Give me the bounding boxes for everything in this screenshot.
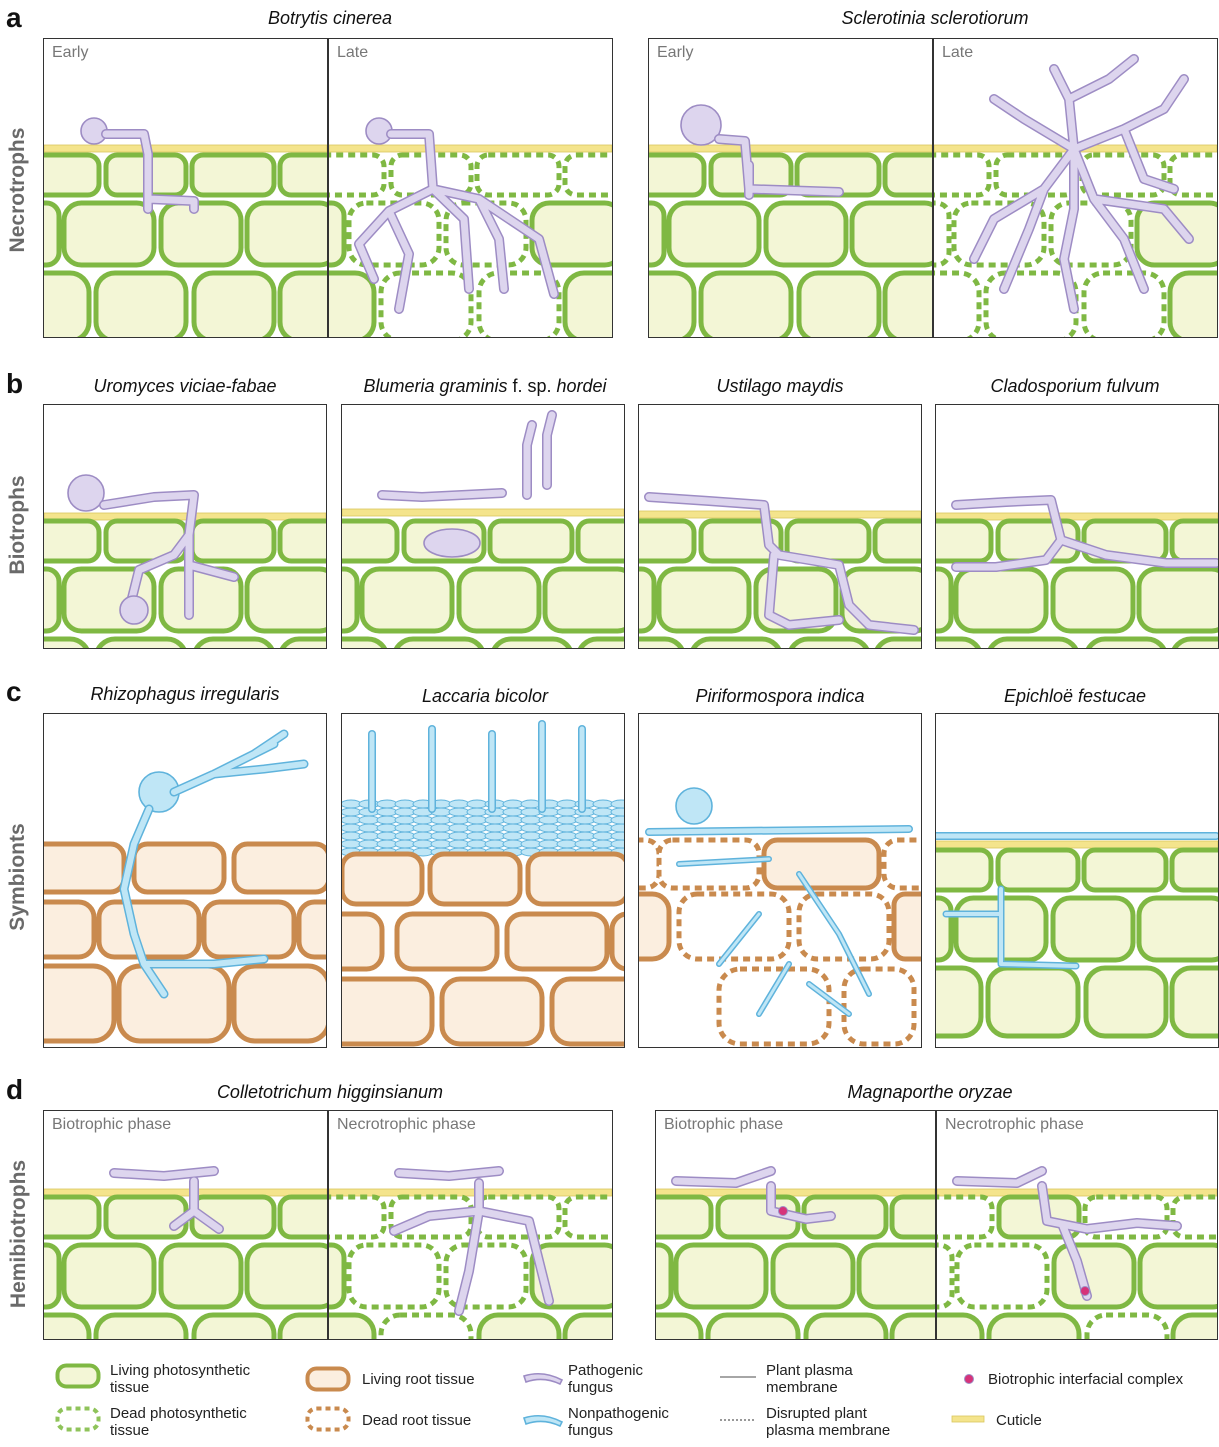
leaf-dead-cell <box>1173 1197 1217 1237</box>
section-letter-c: c <box>6 676 22 707</box>
leaf-living-cell <box>649 203 664 265</box>
leaf-dead-cell <box>937 1245 952 1307</box>
panel-illustration <box>44 405 326 648</box>
title-sclerotinia: Sclerotinia sclerotiorum <box>841 8 1029 28</box>
cuticle-layer <box>936 841 1218 848</box>
root-living-cell <box>507 914 607 969</box>
cuticle-layer <box>329 145 612 152</box>
leaf-living-cell <box>701 273 791 337</box>
leaf-dead-cell <box>1084 273 1164 337</box>
panel-botrytis-late <box>328 38 613 338</box>
leaf-living-cell <box>799 273 879 337</box>
bic-marker <box>779 1207 788 1216</box>
legend-swatch-bic <box>962 1372 976 1386</box>
leaf-living-cell <box>329 1245 344 1307</box>
root-dead-cell <box>639 840 659 888</box>
panel-piriformospora <box>638 713 922 1048</box>
section-letter-d: d <box>6 1074 24 1105</box>
panel-illustration <box>342 405 624 648</box>
phase-label: Biotrophic phase <box>52 1116 172 1133</box>
panel-cladosporium <box>935 404 1219 649</box>
leaf-living-cell <box>329 203 344 265</box>
panel-botrytis-early <box>43 38 328 338</box>
legend-label-dead-root: Dead root tissue <box>362 1412 472 1429</box>
leaf-living-cell <box>280 273 327 337</box>
leaf-living-cell <box>1172 521 1218 561</box>
root-living-cell <box>234 844 326 892</box>
leaf-living-cell <box>329 273 374 337</box>
root-living-cell <box>397 914 497 969</box>
panel-uromyces <box>43 404 327 649</box>
title-magnaporthe: Magnaporthe oryzae <box>847 1082 1013 1102</box>
cuticle-layer <box>639 511 921 518</box>
cuticle-layer <box>329 1189 612 1196</box>
legend-label-nonpathogenic-fungus: Nonpathogenic fungus <box>568 1405 669 1439</box>
spore <box>68 475 104 511</box>
side-label-biotrophs: Biotrophs <box>6 475 29 575</box>
leaf-dead-cell <box>565 155 612 195</box>
panel-illustration <box>639 405 921 648</box>
leaf-dead-cell <box>986 273 1076 337</box>
legend-label-pathogenic-fungus: Pathogenic fungus <box>568 1362 644 1396</box>
leaf-living-cell <box>280 521 326 561</box>
leaf-living-cell <box>280 155 327 195</box>
legend-swatch-disrupted-plasma-membrane <box>718 1413 758 1427</box>
leaf-living-cell <box>1084 850 1166 890</box>
leaf-living-cell <box>194 273 274 337</box>
leaf-living-cell <box>773 1245 853 1307</box>
leaf-dead-cell <box>477 155 559 195</box>
leaf-living-cell <box>875 521 921 561</box>
bic-marker <box>1081 1287 1090 1296</box>
leaf-living-cell <box>44 521 99 561</box>
panel-colletotrichum-necrotrophic <box>328 1110 613 1340</box>
leaf-living-cell <box>639 639 684 648</box>
leaf-living-cell <box>192 521 274 561</box>
leaf-living-cell <box>656 1245 671 1307</box>
leaf-living-cell <box>44 1245 59 1307</box>
legend-label-plant-plasma-membrane: Plant plasma membrane <box>766 1362 853 1396</box>
cuticle-layer <box>937 1189 1217 1196</box>
panel-illustration <box>44 714 326 1047</box>
legend-label-dead-photosynthetic: Dead photosynthetic tissue <box>110 1405 247 1439</box>
root-living-cell <box>119 966 229 1041</box>
leaf-living-cell <box>280 639 326 648</box>
leaf-living-cell <box>362 569 452 631</box>
legend-swatch-living-root <box>305 1366 351 1392</box>
root-living-cell <box>204 902 294 957</box>
leaf-living-cell <box>342 569 357 631</box>
leaf-dead-cell <box>934 155 989 195</box>
legend-swatch-nonpathogenic-fungus <box>520 1410 566 1432</box>
leaf-living-cell <box>988 968 1078 1036</box>
root-living-cell <box>612 914 624 969</box>
leaf-living-cell <box>789 639 869 648</box>
leaf-living-cell <box>64 203 154 265</box>
root-living-cell <box>134 844 224 892</box>
cuticle-layer <box>44 145 327 152</box>
leaf-living-cell <box>247 203 327 265</box>
panel-illustration <box>329 39 612 337</box>
side-label-necrotrophs: Necrotrophs <box>6 127 29 253</box>
panel-illustration <box>639 714 921 1047</box>
leaf-living-cell <box>806 1315 886 1339</box>
leaf-dead-cell <box>957 1245 1047 1307</box>
panel-blumeria <box>341 404 625 649</box>
leaf-living-cell <box>885 273 932 337</box>
cuticle-layer <box>342 509 624 516</box>
leaf-living-cell <box>44 1197 99 1237</box>
panel-illustration <box>936 405 1218 648</box>
leaf-living-cell <box>1086 968 1166 1036</box>
phase-label: Early <box>657 44 694 61</box>
legend-label-cuticle: Cuticle <box>996 1412 1042 1429</box>
root-living-cell <box>234 966 326 1041</box>
title-botrytis: Botrytis cinerea <box>267 8 393 28</box>
leaf-living-cell <box>1053 898 1133 960</box>
leaf-living-cell <box>649 273 694 337</box>
leaf-living-cell <box>247 1245 327 1307</box>
leaf-living-cell <box>44 273 89 337</box>
leaf-living-cell <box>859 1245 935 1307</box>
section-letter-b: b <box>6 368 24 399</box>
panel-magnaporthe-biotrophic <box>655 1110 936 1340</box>
leaf-living-cell <box>936 850 991 890</box>
root-living-cell <box>44 966 114 1041</box>
leaf-living-cell <box>194 639 274 648</box>
panel-illustration <box>342 714 624 1047</box>
leaf-living-cell <box>280 1197 327 1237</box>
leaf-living-cell <box>161 1245 241 1307</box>
leaf-living-cell <box>1086 639 1166 648</box>
leaf-living-cell <box>578 521 624 561</box>
root-dead-cell <box>719 969 829 1044</box>
root-living-cell <box>552 979 624 1044</box>
leaf-dead-cell <box>937 1197 992 1237</box>
leaf-dead-cell <box>381 273 471 337</box>
legend-label-living-photosynthetic: Living photosynthetic tissue <box>110 1362 251 1396</box>
leaf-living-cell <box>691 639 781 648</box>
leaf-living-cell <box>892 1197 935 1237</box>
side-label-hemibiotrophs: Hemibiotrophs <box>7 1159 30 1309</box>
leaf-living-cell <box>676 1245 766 1307</box>
leaf-living-cell <box>96 639 186 648</box>
legend-label-bic: Biotrophic interfacial complex <box>988 1371 1184 1388</box>
panel-illustration <box>937 1111 1217 1339</box>
leaf-living-cell <box>875 639 921 648</box>
hypha <box>649 829 909 832</box>
leaf-dead-cell <box>329 155 384 195</box>
leaf-living-cell <box>936 968 981 1036</box>
leaf-living-cell <box>565 273 612 337</box>
leaf-living-cell <box>161 203 241 265</box>
title-rhizophagus: Rhizophagus irregularis <box>90 684 280 704</box>
leaf-living-cell <box>44 155 99 195</box>
panel-illustration <box>329 1111 612 1339</box>
leaf-living-cell <box>708 1315 798 1339</box>
side-label-symbionts: Symbionts <box>6 823 29 931</box>
root-living-cell <box>442 979 542 1044</box>
leaf-living-cell <box>192 155 274 195</box>
leaf-dead-cell <box>934 203 949 265</box>
title-blumeria: Blumeria graminis f. sp. hordei <box>363 376 607 396</box>
title-ustilago: Ustilago maydis <box>716 376 844 396</box>
leaf-living-cell <box>479 1315 559 1339</box>
leaf-living-cell <box>96 273 186 337</box>
root-living-cell <box>44 902 94 957</box>
leaf-living-cell <box>1170 273 1217 337</box>
leaf-living-cell <box>989 1315 1079 1339</box>
leaf-living-cell <box>1140 1245 1217 1307</box>
leaf-living-cell <box>44 639 89 648</box>
leaf-living-cell <box>329 1315 374 1339</box>
leaf-living-cell <box>852 203 932 265</box>
title-colletotrichum: Colletotrichum higginsianum <box>216 1082 444 1102</box>
legend-swatch-pathogenic-fungus <box>520 1368 566 1390</box>
hypha <box>382 415 552 497</box>
panel-illustration <box>934 39 1217 337</box>
legend-label-disrupted-plasma-membrane: Disrupted plant plasma membrane <box>766 1405 891 1439</box>
leaf-living-cell <box>44 203 59 265</box>
leaf-living-cell <box>459 569 539 631</box>
phase-label: Late <box>942 44 974 61</box>
leaf-living-cell <box>1172 850 1218 890</box>
leaf-living-cell <box>194 1315 274 1339</box>
root-dead-cell <box>884 840 921 888</box>
leaf-living-cell <box>1172 968 1218 1036</box>
leaf-living-cell <box>656 1197 711 1237</box>
leaf-living-cell <box>936 569 951 631</box>
leaf-living-cell <box>394 639 484 648</box>
leaf-living-cell <box>578 639 624 648</box>
section-letter-a: a <box>6 2 22 33</box>
leaf-living-cell <box>766 203 846 265</box>
root-living-cell <box>44 844 124 892</box>
root-living-cell <box>342 979 432 1044</box>
leaf-living-cell <box>1053 569 1133 631</box>
root-dead-cell <box>844 969 914 1044</box>
title-cladosporium: Cladosporium fulvum <box>990 376 1160 396</box>
leaf-living-cell <box>639 521 694 561</box>
legend-swatch-dead-photosynthetic <box>55 1406 101 1432</box>
phase-label: Necrotrophic phase <box>337 1116 476 1133</box>
root-living-cell <box>528 854 624 904</box>
leaf-living-cell <box>492 639 572 648</box>
panel-magnaporthe-necrotrophic <box>936 1110 1218 1340</box>
legend-label-living-root: Living root tissue <box>362 1371 475 1388</box>
leaf-living-cell <box>565 1315 612 1339</box>
root-living-cell <box>342 914 382 969</box>
leaf-living-cell <box>490 521 572 561</box>
panel-illustration <box>44 39 327 337</box>
title-laccaria: Laccaria bicolor <box>421 686 549 706</box>
leaf-living-cell <box>1139 569 1218 631</box>
panel-epichloe <box>935 713 1219 1048</box>
panel-illustration <box>44 1111 327 1339</box>
spore <box>676 788 712 824</box>
title-uromyces: Uromyces viciae-fabae <box>93 376 277 396</box>
legend-swatch-dead-root <box>305 1406 351 1432</box>
leaf-living-cell <box>936 639 981 648</box>
leaf-living-cell <box>44 569 59 631</box>
panel-illustration <box>649 39 932 337</box>
leaf-living-cell <box>1172 639 1218 648</box>
root-living-cell <box>764 840 879 888</box>
phase-label: Necrotrophic phase <box>945 1116 1084 1133</box>
cuticle-layer <box>649 145 932 152</box>
leaf-living-cell <box>659 569 749 631</box>
leaf-living-cell <box>280 1315 327 1339</box>
leaf-living-cell <box>956 569 1046 631</box>
legend-swatch-living-photosynthetic <box>55 1363 101 1389</box>
leaf-living-cell <box>1054 1245 1134 1307</box>
leaf-dead-cell <box>934 273 979 337</box>
legend-swatch-cuticle <box>950 1412 986 1426</box>
leaf-living-cell <box>988 639 1078 648</box>
leaf-living-cell <box>936 898 951 960</box>
leaf-living-cell <box>44 1315 89 1339</box>
leaf-dead-cell <box>1087 1315 1167 1339</box>
panel-sclerotinia-late <box>933 38 1218 338</box>
spore <box>120 596 148 624</box>
leaf-living-cell <box>247 569 326 631</box>
title-piriformospora: Piriformospora indica <box>695 686 865 706</box>
leaf-living-cell <box>64 1245 154 1307</box>
root-living-cell <box>99 902 199 957</box>
leaf-living-cell <box>545 569 624 631</box>
leaf-living-cell <box>936 521 991 561</box>
leaf-dead-cell <box>565 1197 612 1237</box>
leaf-dead-cell <box>381 1315 471 1339</box>
title-epichloe: Epichloë festucae <box>1003 686 1147 706</box>
root-living-cell <box>299 902 326 957</box>
leaf-living-cell <box>1137 203 1217 265</box>
haustorium <box>424 529 480 557</box>
leaf-living-cell <box>342 639 387 648</box>
leaf-living-cell <box>1173 1315 1217 1339</box>
panel-illustration <box>656 1111 935 1339</box>
leaf-living-cell <box>937 1315 982 1339</box>
panel-colletotrichum-biotrophic <box>43 1110 328 1340</box>
panel-sclerotinia-early <box>648 38 933 338</box>
leaf-dead-cell <box>329 1197 384 1237</box>
leaf-living-cell <box>342 521 397 561</box>
panel-ustilago <box>638 404 922 649</box>
leaf-living-cell <box>96 1315 186 1339</box>
leaf-living-cell <box>885 155 932 195</box>
leaf-living-cell <box>639 569 654 631</box>
root-living-cell <box>894 894 921 959</box>
panel-laccaria <box>341 713 625 1048</box>
panel-rhizophagus <box>43 713 327 1048</box>
phase-label: Late <box>337 44 369 61</box>
root-living-cell <box>639 894 669 959</box>
leaf-living-cell <box>656 1315 701 1339</box>
leaf-dead-cell <box>349 1245 439 1307</box>
leaf-living-cell <box>1139 898 1218 960</box>
legend-swatch-plant-plasma-membrane <box>718 1370 758 1384</box>
leaf-living-cell <box>649 155 704 195</box>
panel-illustration <box>936 714 1218 1047</box>
phase-label: Early <box>52 44 89 61</box>
leaf-living-cell <box>998 850 1078 890</box>
leaf-living-cell <box>669 203 759 265</box>
root-living-cell <box>430 854 520 904</box>
phase-label: Biotrophic phase <box>664 1116 784 1133</box>
leaf-living-cell <box>892 1315 935 1339</box>
root-living-cell <box>342 854 422 904</box>
